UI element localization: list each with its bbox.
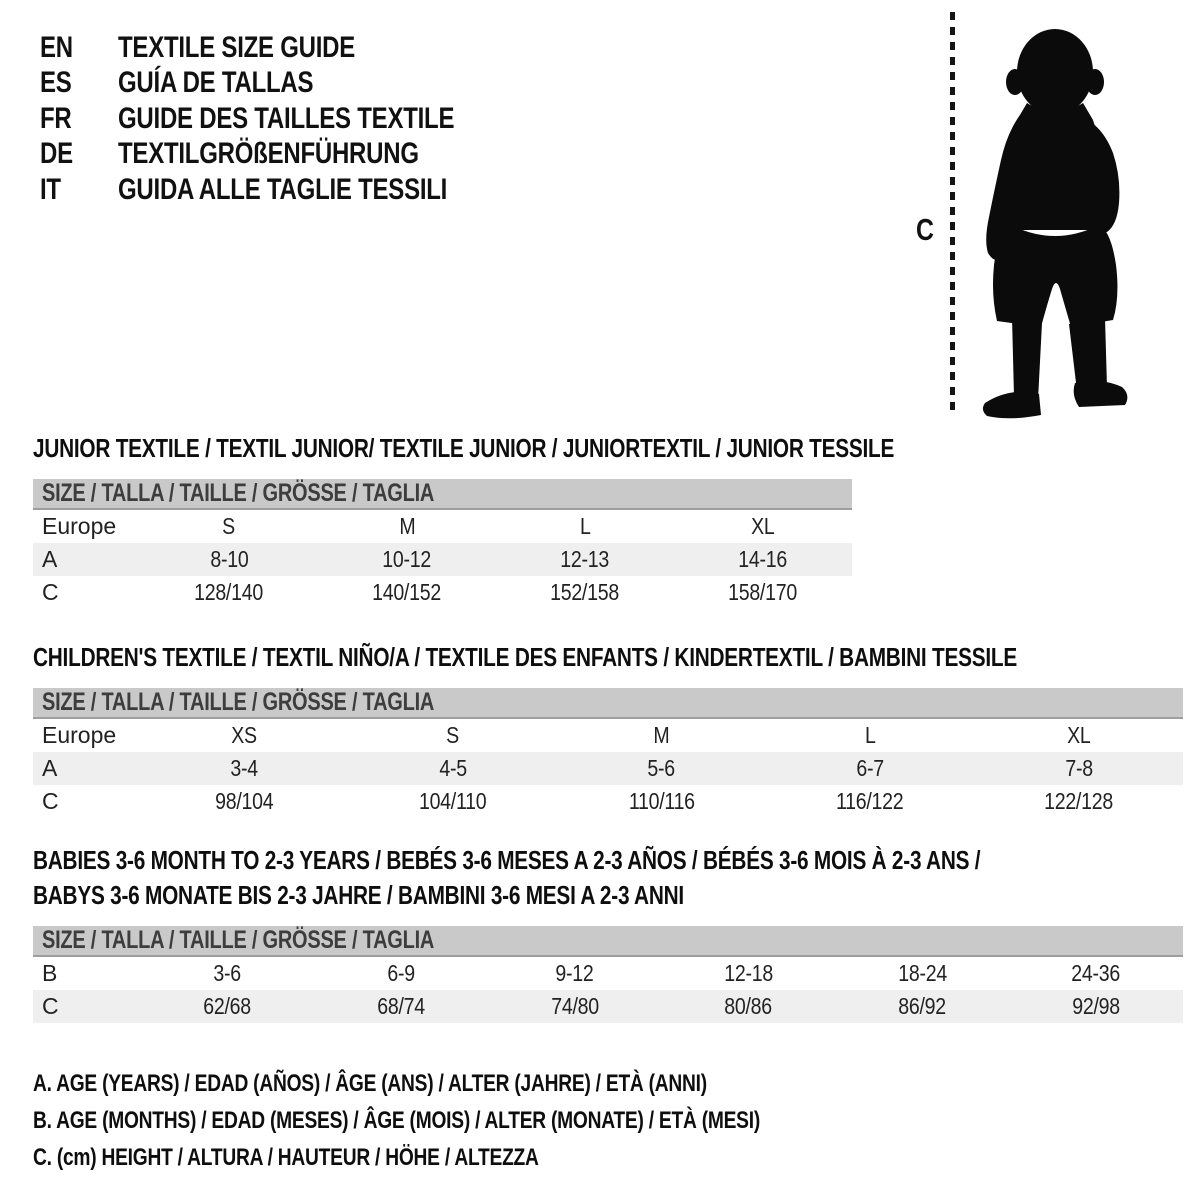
section-title-children-text: CHILDREN'S TEXTILE / TEXTIL NIÑO/A / TEXTILE DES ENFANTS / KINDERTEXTIL / BAMBINI TESSILE xyxy=(33,642,1017,672)
table-cell xyxy=(557,788,766,815)
toddler-silhouette xyxy=(965,25,1145,420)
cell-value: 122/128 xyxy=(1044,788,1114,814)
table-cell xyxy=(974,755,1183,782)
row-label: C xyxy=(42,579,59,605)
table-cell xyxy=(1009,960,1183,987)
silhouette-head xyxy=(1017,29,1093,115)
cell-value: 62/68 xyxy=(203,993,251,1019)
table-cell xyxy=(674,513,852,540)
cell-value: 152/158 xyxy=(550,579,620,605)
size-header-label: SIZE / TALLA / TAILLE / GRÖSSE / TAGLIA xyxy=(42,926,435,954)
cell-value: 3-6 xyxy=(213,960,241,986)
cell-value: 110/116 xyxy=(628,788,695,814)
cell-value: 68/74 xyxy=(376,993,425,1019)
legend-text-a: A. AGE (YEARS) / EDAD (AÑOS) / ÂGE (ANS) / ALTER (JAHRE) / ETÀ (ANNI) xyxy=(33,1070,707,1097)
table-row-age-years xyxy=(33,752,1183,785)
section-title-babies-text2: BABYS 3-6 MONATE BIS 2-3 JAHRE / BAMBINI 3-6 MESI A 2-3 ANNI xyxy=(33,880,684,910)
size-table-junior xyxy=(33,479,852,609)
page-title-es: GUÍA DE TALLAS xyxy=(118,66,314,100)
cell-value: 12-13 xyxy=(560,546,610,572)
table-cell xyxy=(314,960,488,987)
cell-value: XL xyxy=(751,513,775,539)
silhouette-ear-left xyxy=(1006,69,1024,95)
table-cell xyxy=(318,546,496,573)
table-cell xyxy=(766,755,975,782)
cell-value: 104/110 xyxy=(419,788,487,814)
cell-value: 86/92 xyxy=(898,993,947,1019)
table-cell xyxy=(349,755,558,782)
row-label: Europe xyxy=(42,722,117,748)
page-title-de: TEXTILGRÖßENFÜHRUNG xyxy=(118,137,419,171)
section-title-babies-text1: BABIES 3-6 MONTH TO 2-3 YEARS / BEBÉS 3-6 MESES A 2-3 AÑOS / BÉBÉS 3-6 MOIS À 2-3 ANS / xyxy=(33,845,981,875)
section-title-children xyxy=(33,643,1200,672)
table-cell xyxy=(496,513,674,540)
page-title-en: TEXTILE SIZE GUIDE xyxy=(118,30,356,64)
cell-value: 98/104 xyxy=(215,788,274,814)
table-cell xyxy=(766,788,975,815)
table-cell xyxy=(835,960,1009,987)
row-label: Europe xyxy=(42,513,117,539)
language-row xyxy=(40,66,538,102)
table-row-height-cm xyxy=(33,990,1183,1023)
cell-value: XS xyxy=(231,722,258,748)
cell-value: XL xyxy=(1066,722,1091,748)
language-code: ES xyxy=(40,66,72,100)
silhouette-foot-right xyxy=(1074,381,1128,407)
row-label: C xyxy=(42,993,59,1019)
table-cell xyxy=(488,960,662,987)
table-row-height-cm xyxy=(33,785,1183,818)
table-cell xyxy=(496,546,674,573)
table-row-height-cm xyxy=(33,576,852,609)
cell-value: 74/80 xyxy=(550,993,599,1019)
table-cell xyxy=(349,788,558,815)
page-title-it: GUIDA ALLE TAGLIE TESSILI xyxy=(118,172,448,206)
table-cell xyxy=(140,755,349,782)
size-table-children xyxy=(33,688,1183,818)
table-cell xyxy=(140,993,314,1020)
table-row-europe xyxy=(33,719,1183,752)
size-header-bar xyxy=(33,926,1183,957)
language-row xyxy=(40,101,538,137)
section-title-junior xyxy=(33,434,1109,463)
language-code: FR xyxy=(40,101,72,135)
table-cell xyxy=(318,579,496,606)
cell-value: 128/140 xyxy=(194,579,264,605)
language-code: IT xyxy=(40,172,61,206)
table-cell xyxy=(496,579,674,606)
size-header-label: SIZE / TALLA / TAILLE / GRÖSSE / TAGLIA xyxy=(42,479,435,507)
measure-label-text: C xyxy=(916,212,934,247)
table-cell xyxy=(140,960,314,987)
cell-value: 6-9 xyxy=(386,960,415,986)
language-code: DE xyxy=(40,137,73,171)
cell-value: 10-12 xyxy=(382,546,432,572)
cell-value: 18-24 xyxy=(897,960,947,986)
cell-value: L xyxy=(864,722,876,748)
cell-value: S xyxy=(222,513,236,539)
size-header-bar xyxy=(33,479,852,510)
row-label: A xyxy=(42,755,58,781)
silhouette-shorts xyxy=(993,225,1117,327)
cell-value: 3-4 xyxy=(230,755,259,781)
table-cell xyxy=(557,722,766,749)
language-title-block xyxy=(40,30,538,208)
table-cell xyxy=(314,993,488,1020)
table-cell xyxy=(349,722,558,749)
row-label: B xyxy=(42,960,58,986)
cell-value: 140/152 xyxy=(372,579,442,605)
table-cell xyxy=(674,546,852,573)
table-cell xyxy=(140,513,318,540)
cell-value: M xyxy=(398,513,416,539)
table-cell xyxy=(140,788,349,815)
section-title-babies-line2 xyxy=(33,881,847,910)
cell-value: 7-8 xyxy=(1064,755,1093,781)
table-row-age-months xyxy=(33,957,1183,990)
language-row xyxy=(40,137,538,173)
cell-value: S xyxy=(446,722,460,748)
cell-value: L xyxy=(579,513,591,539)
measure-label-c xyxy=(916,212,938,248)
table-cell xyxy=(766,722,975,749)
table-cell xyxy=(557,755,766,782)
table-cell xyxy=(974,788,1183,815)
table-cell xyxy=(661,993,835,1020)
height-measure-line xyxy=(950,12,955,415)
table-cell xyxy=(140,579,318,606)
size-header-bar xyxy=(33,688,1183,719)
cell-value: 4-5 xyxy=(439,755,467,781)
cell-value: 6-7 xyxy=(856,755,884,781)
cell-value: 24-36 xyxy=(1071,960,1121,986)
cell-value: 158/170 xyxy=(728,579,798,605)
legend-text-b: B. AGE (MONTHS) / EDAD (MESES) / ÂGE (MOIS) / ALTER (MONATE) / ETÀ (MESI) xyxy=(33,1107,760,1134)
silhouette-leg-left xyxy=(1012,317,1042,400)
table-cell xyxy=(488,993,662,1020)
legend-line-b xyxy=(33,1108,942,1134)
cell-value: 14-16 xyxy=(738,546,788,572)
table-cell xyxy=(674,579,852,606)
cell-value: 92/98 xyxy=(1072,993,1120,1019)
row-label: A xyxy=(42,546,58,572)
cell-value: 9-12 xyxy=(555,960,594,986)
language-code: EN xyxy=(40,30,73,64)
table-cell xyxy=(835,993,1009,1020)
silhouette-foot-left xyxy=(983,392,1041,418)
legend-line-c xyxy=(33,1145,665,1171)
legend-line-a xyxy=(33,1071,875,1097)
silhouette-ear-right xyxy=(1086,69,1104,95)
language-row xyxy=(40,30,538,66)
cell-value: 12-18 xyxy=(724,960,773,986)
cell-value: 8-10 xyxy=(209,546,249,572)
language-row xyxy=(40,172,538,208)
cell-value: 116/122 xyxy=(836,788,904,814)
table-cell xyxy=(318,513,496,540)
table-cell xyxy=(140,722,349,749)
size-table-babies xyxy=(33,926,1183,1023)
cell-value: M xyxy=(653,722,670,748)
section-title-junior-text: JUNIOR TEXTILE / TEXTIL JUNIOR/ TEXTILE JUNIOR / JUNIORTEXTIL / JUNIOR TESSILE xyxy=(33,433,895,463)
size-header-label: SIZE / TALLA / TAILLE / GRÖSSE / TAGLIA xyxy=(42,688,435,716)
table-row-age-years xyxy=(33,543,852,576)
page-title-fr: GUIDE DES TAILLES TEXTILE xyxy=(118,101,455,135)
table-cell xyxy=(1009,993,1183,1020)
section-title-babies-line1 xyxy=(33,846,1200,875)
table-cell xyxy=(140,546,318,573)
table-cell xyxy=(974,722,1183,749)
table-cell xyxy=(661,960,835,987)
table-row-europe xyxy=(33,510,852,543)
silhouette-leg-right xyxy=(1069,318,1107,391)
cell-value: 80/86 xyxy=(724,993,773,1019)
cell-value: 5-6 xyxy=(647,755,676,781)
row-label: C xyxy=(42,788,59,814)
legend-text-c: C. (cm) HEIGHT / ALTURA / HAUTEUR / HÖHE / ALTEZZA xyxy=(33,1144,539,1171)
